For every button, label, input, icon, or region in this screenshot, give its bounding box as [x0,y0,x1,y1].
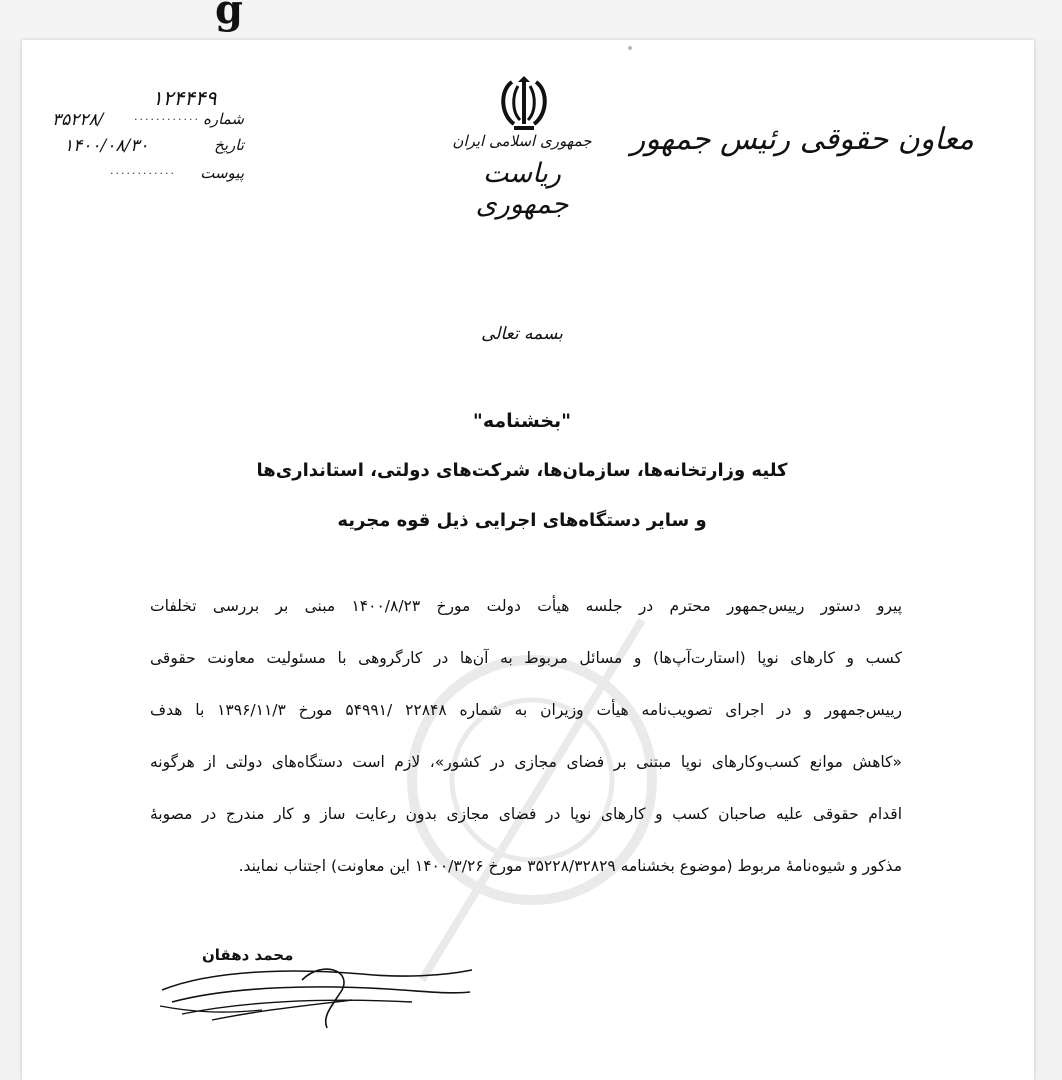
date-label: تاریخ [214,136,244,154]
invocation: بسمه تعالی [481,324,563,344]
cropped-glyph: g [215,0,243,33]
republic-name: جمهوری اسلامی ایران [452,132,592,150]
body-text [150,580,902,892]
date-value: ۱۴۰۰/۰۸/۳۰ [64,136,149,156]
document-type: "بخشنامه" [472,410,572,432]
signer-name: محمد دهقان [202,946,294,964]
presidency-title: ریاست جمهوری [475,158,569,220]
office-title: معاون حقوقی رئیس جمهور [630,122,974,157]
attachment-dots: ............ [110,164,176,177]
reference-number-row [52,110,262,134]
body-line: اقدام حقوقی علیه صاحبان کسب و کارهای نوپا در فضای مجازی بدون رعایت ساز و کار مندرج در مصوبهٔ [150,805,902,823]
document-page [22,40,1034,1080]
iran-emblem-icon [492,76,556,132]
number-dots: ............ [134,110,200,123]
body-line: «کاهش موانع کسب‌وکارهای نوپا مبتنی بر فضای مجازی در کشور»، لازم است دستگاه‌های دولتی از هرگونه [150,753,902,771]
body-line: پیرو دستور رییس‌جمهور محترم در جلسه هیأت دولت مورخ ۱۴۰۰/۸/۲۳ مبنی بر بررسی تخلفات [150,597,903,615]
number-value: ۳۵۲۲۸/ [52,110,104,130]
addressee-line-1: کلیه وزارتخانه‌ها، سازمان‌ها، شرکت‌های دولتی، استانداری‌ها [256,460,788,481]
reference-top-number: ۱۲۴۴۴۹ [152,86,217,110]
addressee-line-2: و سایر دستگاه‌های اجرایی ذیل قوه مجریه [337,510,707,531]
scan-dot [628,46,632,50]
reference-attachment-row [52,164,262,188]
body-line: رییس‌جمهور و در اجرای تصویب‌نامه هیأت وزیران به شماره ۲۲۸۴۸ /۵۴۹۹۱ مورخ ۱۳۹۶/۱۱/۳ با هدف [150,701,902,719]
number-label: شماره [203,110,244,128]
signature-scribble [152,940,482,1030]
body-line: کسب و کارهای نوپا (استارت‌آپ‌ها) و مسائل مربوط به آن‌ها در کارگروهی با مسئولیت معاونت حقوقی [150,649,902,667]
body-line: مذکور و شیوه‌نامهٔ مربوط (موضوع بخشنامه ۳۵۲۲۸/۳۲۸۲۹ مورخ ۱۴۰۰/۳/۲۶ این معاونت) اجتناب نمایند. [238,857,902,875]
reference-date-row [52,136,262,160]
top-strip [0,0,1062,40]
attachment-label: پیوست [200,164,244,182]
